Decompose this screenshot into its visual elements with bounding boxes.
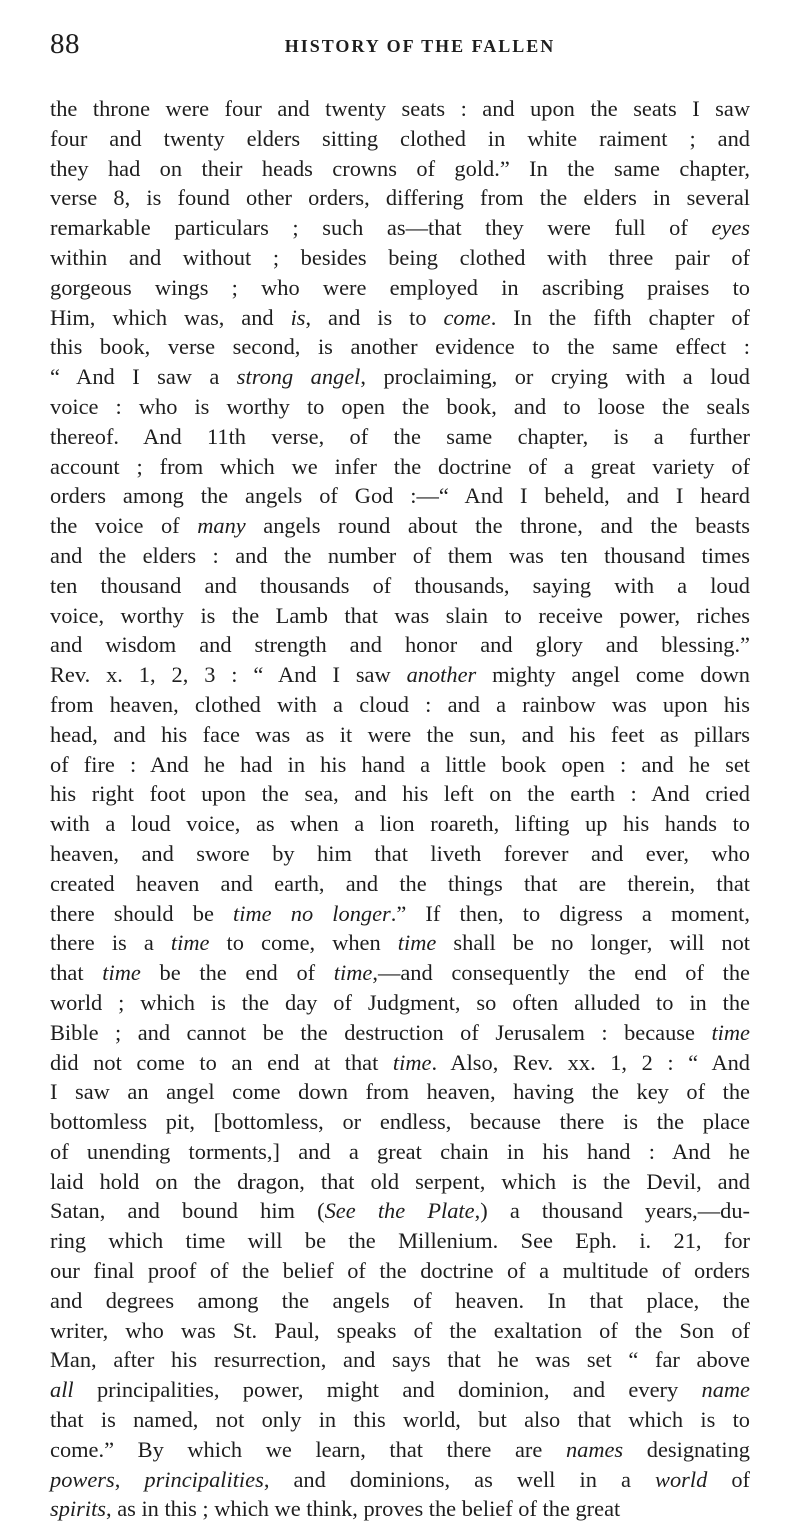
text-line: did not come to an end at that time. Also, Rev. xx. 1, 2 : “ And: [50, 1049, 750, 1075]
text-line: created heaven and earth, and the things that are therein, that: [50, 870, 750, 896]
text-line: head, and his face was as it were the sun, and his feet as pillars: [50, 721, 750, 747]
text-line: with a loud voice, as when a lion roareth, lifting up his hands to: [50, 811, 750, 837]
text-line: account ; from which we infer the doctrine of a great variety of: [50, 453, 750, 479]
text-line: all principalities, power, might and dominion, and every name: [50, 1377, 750, 1403]
text-line: remarkable particulars ; such as—that they were full of eyes: [50, 215, 750, 241]
running-head: [50, 28, 750, 68]
text-line: voice, worthy is the Lamb that was slain to receive power, riches: [50, 602, 750, 628]
text-line: come.” By which we learn, that there are names designating: [50, 1436, 751, 1462]
text-line: Satan, and bound him (See the Plate,) a thousand years,—du-: [50, 1198, 751, 1224]
text-line: voice : who is worthy to open the book, and to loose the seals: [50, 393, 750, 419]
text-line: the voice of many angels round about the throne, and the beasts: [50, 513, 750, 539]
text-line: verse 8, is found other orders, differing from the elders in several: [50, 185, 750, 211]
text-line: our final proof of the belief of the doctrine of a multitude of orders: [50, 1258, 750, 1284]
text-line: heaven, and swore by him that liveth forever and ever, who: [50, 840, 750, 866]
text-line: powers, principalities, and dominions, as well in a world of: [50, 1466, 751, 1492]
text-line: this book, verse second, is another evidence to the same effect :: [50, 334, 750, 360]
text-line: I saw an angel come down from heaven, having the key of the: [50, 1079, 750, 1105]
text-line: the throne were four and twenty seats : and upon the seats I saw: [50, 96, 750, 121]
text-line: his right foot upon the sea, and his left on the earth : And cried: [50, 781, 750, 807]
text-line: of unending torments,] and a great chain in his hand : And he: [50, 1138, 750, 1164]
text-line: Him, which was, and is, and is to come. In the fifth chapter of: [50, 304, 751, 330]
text-line: four and twenty elders sitting clothed in white raiment ; and: [50, 125, 750, 151]
text-line: “ And I saw a strong angel, proclaiming, or crying with a loud: [50, 364, 750, 390]
text-line: they had on their heads crowns of gold.” In the same chapter,: [50, 155, 750, 181]
text-line: world ; which is the day of Judgment, so often alluded to in the: [50, 989, 750, 1015]
page-number: 88: [50, 28, 80, 60]
text-line: Rev. x. 1, 2, 3 : “ And I saw another mighty angel come down: [50, 662, 750, 688]
text-line: ten thousand and thousands of thousands, saying with a loud: [50, 572, 750, 598]
text-line: Bible ; and cannot be the destruction of Jerusalem : because time: [50, 1019, 750, 1045]
text-line: within and without ; besides being clothed with three pair of: [50, 244, 750, 270]
text-line: that time be the end of time,—and consequently the end of the: [50, 960, 750, 986]
text-line: Man, after his resurrection, and says that he was set “ far above: [50, 1347, 750, 1373]
text-line: laid hold on the dragon, that old serpent, which is the Devil, and: [50, 1168, 750, 1194]
running-title: HISTORY OF THE FALLEN: [284, 36, 556, 56]
text-line: thereof. And 11th verse, of the same chapter, is a further: [50, 423, 750, 449]
text-line: that is named, not only in this world, but also that which is to: [50, 1407, 750, 1433]
text-line: there should be time no longer.” If then, to digress a moment,: [50, 900, 750, 926]
text-line: from heaven, clothed with a cloud : and a rainbow was upon his: [50, 691, 750, 717]
text-line: there is a time to come, when time shall be no longer, will not: [50, 930, 751, 956]
text-line: of fire : And he had in his hand a little book open : and he set: [50, 751, 750, 777]
text-line: ring which time will be the Millenium. See Eph. i. 21, for: [50, 1228, 750, 1254]
text-line: bottomless pit, [bottomless, or endless, because there is the place: [50, 1109, 750, 1135]
text-line: and wisdom and strength and honor and glory and blessing.”: [50, 632, 750, 658]
text-line: spirits, as in this ; which we think, proves the belief of the great: [50, 1496, 621, 1522]
text-line: and the elders : and the number of them was ten thousand times: [50, 542, 750, 568]
text-line: orders among the angels of God :—“ And I beheld, and I heard: [50, 483, 750, 509]
text-line: and degrees among the angels of heaven. In that place, the: [50, 1287, 750, 1313]
body-text: [50, 94, 750, 1524]
text-line: gorgeous wings ; who were employed in ascribing praises to: [50, 274, 750, 300]
text-line: writer, who was St. Paul, speaks of the exaltation of the Son of: [50, 1317, 750, 1343]
